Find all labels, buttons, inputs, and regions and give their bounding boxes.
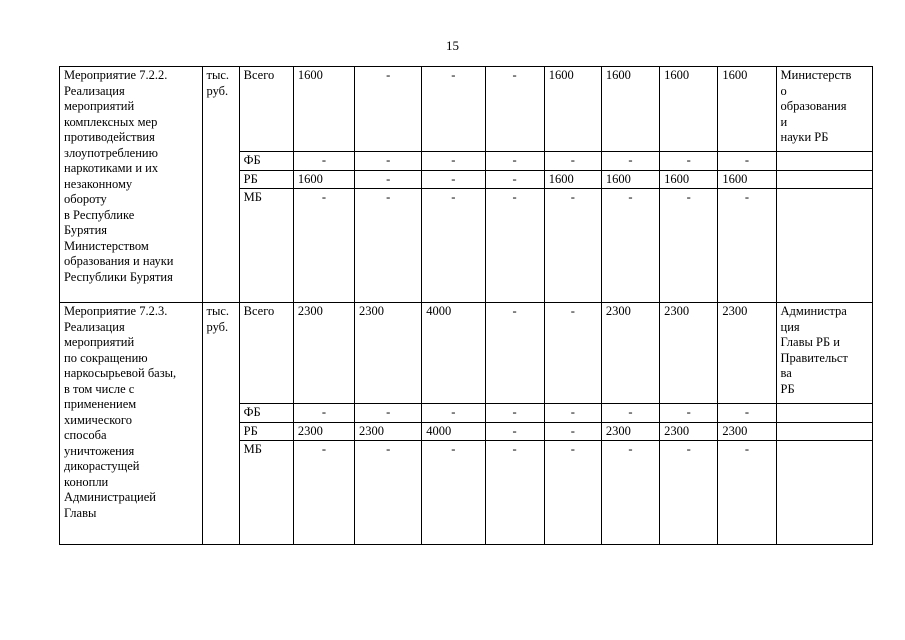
funding-source: МБ (239, 189, 293, 303)
value-cell: - (485, 67, 544, 152)
value-cell: 2300 (601, 422, 659, 441)
value-cell: - (355, 441, 422, 545)
value-cell: 2300 (718, 303, 776, 404)
executor-cell-empty (776, 189, 872, 303)
funding-source: Всего (239, 303, 293, 404)
value-cell: 4000 (422, 303, 485, 404)
unit-cell: тыс. руб. (202, 67, 239, 303)
value-cell: - (422, 152, 485, 171)
value-cell: - (544, 422, 601, 441)
value-cell: - (485, 170, 544, 189)
value-cell: - (485, 441, 544, 545)
value-cell: - (422, 404, 485, 423)
executor-cell-empty (776, 404, 872, 423)
value-cell: 2300 (718, 422, 776, 441)
value-cell: 2300 (660, 303, 718, 404)
value-cell: 1600 (718, 67, 776, 152)
table-row (60, 303, 873, 404)
executor-cell: Министерств о образования и науки РБ (776, 67, 872, 152)
value-cell: - (718, 152, 776, 171)
value-cell: - (544, 404, 601, 423)
value-cell: - (544, 189, 601, 303)
value-cell: - (293, 152, 354, 171)
value-cell: - (355, 189, 422, 303)
value-cell: - (544, 441, 601, 545)
funding-source: Всего (239, 67, 293, 152)
value-cell: - (485, 303, 544, 404)
value-cell: 1600 (718, 170, 776, 189)
value-cell: - (293, 441, 354, 545)
table-row (60, 67, 873, 152)
value-cell: - (601, 404, 659, 423)
value-cell: - (485, 189, 544, 303)
value-cell: 1600 (601, 67, 659, 152)
value-cell: 1600 (601, 170, 659, 189)
executor-cell: Администра ция Главы РБ и Правительст ва РБ (776, 303, 872, 404)
value-cell: - (355, 67, 422, 152)
value-cell: - (660, 404, 718, 423)
value-cell: - (544, 303, 601, 404)
value-cell: - (601, 189, 659, 303)
funding-source: ФБ (239, 404, 293, 423)
value-cell: 2300 (293, 422, 354, 441)
page-number: 15 (446, 38, 459, 53)
value-cell: - (485, 422, 544, 441)
value-cell: 1600 (544, 67, 601, 152)
value-cell: - (544, 152, 601, 171)
measure-description: Мероприятие 7.2.2. Реализация мероприятий комплексных мер противодействия злоупотреблению наркотиками и их незаконному обороту в Республике Бурятия Министерством образования и науки Республики Бурятия (60, 67, 203, 303)
value-cell: - (718, 441, 776, 545)
funding-source: ФБ (239, 152, 293, 171)
value-cell: 2300 (355, 422, 422, 441)
unit-cell: тыс. руб. (202, 303, 239, 545)
value-cell: 2300 (293, 303, 354, 404)
value-cell: - (660, 441, 718, 545)
value-cell: - (718, 189, 776, 303)
measure-description: Мероприятие 7.2.3. Реализация мероприятий по сокращению наркосырьевой базы, в том числе с применением химического способа уничтожения дикорастущей конопли Администрацией Главы (60, 303, 203, 545)
funding-source: РБ (239, 422, 293, 441)
value-cell: - (355, 152, 422, 171)
executor-cell-empty (776, 422, 872, 441)
executor-cell-empty (776, 152, 872, 171)
funding-source: РБ (239, 170, 293, 189)
value-cell: 1600 (660, 170, 718, 189)
value-cell: - (355, 170, 422, 189)
value-cell: - (422, 67, 485, 152)
table-body (60, 67, 873, 545)
value-cell: - (422, 189, 485, 303)
value-cell: 2300 (601, 303, 659, 404)
executor-cell-empty (776, 441, 872, 545)
value-cell: - (422, 441, 485, 545)
executor-cell-empty (776, 170, 872, 189)
value-cell: - (660, 152, 718, 171)
value-cell: - (422, 170, 485, 189)
funding-source: МБ (239, 441, 293, 545)
value-cell: 1600 (293, 67, 354, 152)
value-cell: - (355, 404, 422, 423)
value-cell: - (718, 404, 776, 423)
value-cell: - (485, 152, 544, 171)
value-cell: - (293, 189, 354, 303)
value-cell: - (601, 152, 659, 171)
value-cell: - (293, 404, 354, 423)
value-cell: 4000 (422, 422, 485, 441)
value-cell: - (660, 189, 718, 303)
value-cell: 1600 (660, 67, 718, 152)
value-cell: 2300 (355, 303, 422, 404)
value-cell: - (485, 404, 544, 423)
value-cell: 1600 (544, 170, 601, 189)
value-cell: - (601, 441, 659, 545)
budget-table (59, 66, 873, 545)
value-cell: 2300 (660, 422, 718, 441)
value-cell: 1600 (293, 170, 354, 189)
